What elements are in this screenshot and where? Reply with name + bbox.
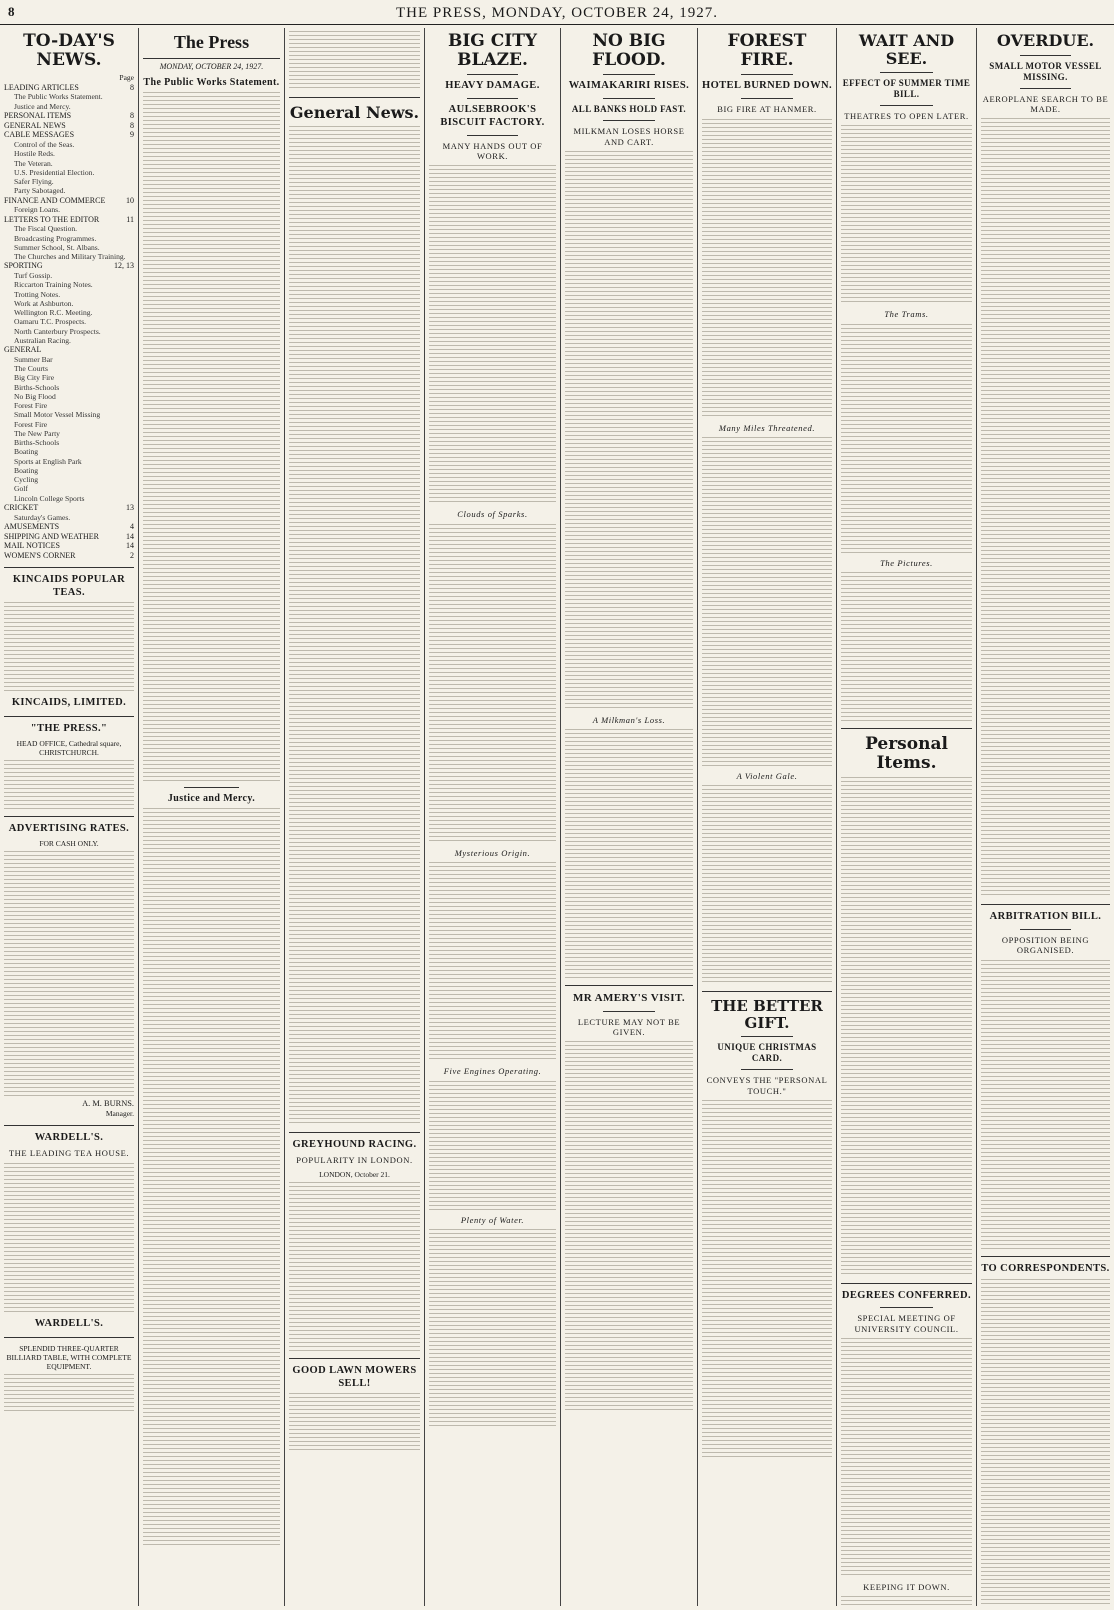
manager-signature: A. M. BURNS. [82,1099,134,1109]
index-page-label: Page [119,73,134,83]
index-subentry: Party Sabotaged. [14,186,66,196]
index-subentry: Forest Fire [14,401,48,411]
flood-sub-milkman: MILKMAN LOSES HORSE AND CART. [573,126,685,147]
index-entry-label: CRICKET [4,502,39,512]
advertising-rates-title: ADVERTISING RATES. [8,823,130,835]
index-entry-label: WOMEN'S CORNER [4,551,76,561]
trams-head: The Trams. [884,309,929,320]
press-title: "THE PRESS." [30,723,108,735]
column-leaders [139,28,284,1606]
forest-fire-threatened-head: Many Miles Threatened. [718,422,816,433]
blaze-water-head: Plenty of Water. [460,1214,525,1225]
column-forest-fire [698,28,836,1606]
index-entry-page: 14 [126,541,134,551]
column-index [0,28,138,1606]
index-entry-page: 8 [130,82,134,92]
kincaids-name: KINCAIDS, LIMITED. [11,697,127,709]
degrees-subtitle: SPECIAL MEETING OF UNIVERSITY COUNCIL. [854,1313,959,1334]
index-entry-label: MAIL NOTICES [4,541,60,551]
column-no-big-flood [561,28,697,1606]
wait-see-sub-theatres: THEATRES TO OPEN LATER. [844,111,969,122]
index-subentry: Safer Flying. [14,177,54,187]
index-title: TO-DAY'S NEWS. [23,31,115,70]
leader-title-public-works: The Public Works Statement. [143,76,280,88]
index-subentry: Wellington R.C. Meeting. [14,308,93,318]
leader-title-justice: Justice and Mercy. [167,792,256,804]
greyhound-subtitle: POPULARITY IN LONDON. [296,1155,413,1166]
index-entry [4,522,134,532]
index-subentry: Big City Fire [14,373,55,383]
advertising-cash-note: FOR CASH ONLY. [39,839,99,849]
index-subentry: U.S. Presidential Election. [14,167,95,177]
index-subentry: Oamaru T.C. Prospects. [14,317,87,327]
index-entry-page: 14 [126,531,134,541]
index-subentry: Forest Fire [14,419,48,429]
index-entry-page: 8 [130,120,134,130]
index-subentry: Foreign Loans. [14,205,60,215]
greyhound-dateline: LONDON, October 21. [319,1169,390,1179]
index-subentry: Births-Schools [14,438,60,448]
running-title: THE PRESS, MONDAY, OCTOBER 24, 1927. [395,5,719,21]
index-list [4,83,134,561]
flood-sub-banks: ALL BANKS HOLD FAST. [571,104,687,115]
index-subentry: Turf Gossip. [14,271,53,281]
degrees-title: DEGREES CONFERRED. [841,1289,972,1301]
leader-dateline: MONDAY, OCTOBER 24, 1927. [159,61,264,71]
index-entry [4,121,134,131]
index-subentry: North Canterbury Prospects. [14,326,101,336]
wait-see-sub-bill: EFFECT OF SUMMER TIME BILL. [842,78,971,100]
index-entry-page: 4 [130,521,134,531]
overdue-sub-aeroplane: AEROPLANE SEARCH TO BE MADE. [982,93,1109,114]
flood-title: NO BIG FLOOD. [592,31,666,70]
index-entry-page: 10 [126,195,134,205]
index-entry [4,111,134,121]
index-subentry: Trotting Notes. [14,289,61,299]
index-subentry: Boating [14,447,39,457]
index-entry-label: LETTERS TO THE EDITOR [4,214,100,224]
index-entry-label: LEADING ARTICLES [4,82,79,92]
index-entry-page: 13 [126,502,134,512]
index-subentry: Broadcasting Programmes. [14,233,97,243]
index-entry-page: 12, 13 [114,261,134,271]
index-subentry: Australian Racing. [14,335,71,345]
blaze-sub-damage: HEAVY DAMAGE. [445,80,540,92]
lawn-mowers-title: GOOD LAWN MOWERS SELL! [292,1364,417,1389]
index-entry-label: PERSONAL ITEMS [4,110,72,120]
index-entry-label: SHIPPING AND WEATHER [4,531,99,541]
page-header [0,0,1114,25]
index-subentry: The Fiscal Question. [14,224,78,234]
index-subentry: Saturday's Games. [14,512,71,522]
index-subentry: Riccarton Training Notes. [14,280,93,290]
flood-sub-rises: WAIMAKARIRI RISES. [568,80,690,92]
index-subentry: Summer Bar [14,354,53,364]
index-entry [4,532,134,542]
flood-milkman-head: A Milkman's Loss. [592,714,666,725]
blaze-sub-workers: MANY HANDS OUT OF WORK. [442,140,543,162]
pictures-head: The Pictures. [880,557,933,568]
index-subentry: Golf [14,484,28,494]
index-entry [4,541,134,551]
better-gift-sub-touch: CONVEYS THE "PERSONAL TOUCH." [706,1075,828,1096]
general-news-title: General News. [289,103,420,122]
forest-fire-title: FOREST FIRE. [727,31,807,70]
index-entry [4,551,134,561]
wait-see-title: WAIT AND SEE. [858,31,955,68]
forest-fire-gale-head: A Violent Gale. [736,770,798,781]
manager-role: Manager. [105,1109,134,1119]
personal-items-title: Personal Items. [865,734,948,773]
index-entry-label: SPORTING [4,261,43,271]
index-subentry: Summer School, St. Albans. [14,242,100,252]
index-entry-label: FINANCE AND COMMERCE [4,195,106,205]
index-subentry: Work at Ashburton. [14,298,74,308]
index-entry [4,215,134,225]
index-entry-page: 11 [126,214,134,224]
index-subentry: Lincoln College Sports [14,493,85,503]
index-entry [4,83,134,93]
column-overdue [977,28,1114,1606]
column-big-city-blaze [425,28,560,1606]
amery-title: MR AMERY'S VISIT. [572,992,686,1005]
arbitration-title: ARBITRATION BILL. [989,911,1102,923]
index-subentry: The Veteran. [14,158,53,168]
index-subentry: Small Motor Vessel Missing [14,410,101,420]
page-number: 8 [8,4,15,19]
index-subentry: The Courts [14,364,48,374]
arbitration-subtitle: OPPOSITION BEING ORGANISED. [1001,935,1090,956]
forest-fire-sub-hotel: HOTEL BURNED DOWN. [702,80,833,92]
index-entry [4,130,134,140]
keeping-down-head: KEEPING IT DOWN. [863,1582,950,1593]
wardells-subtitle: THE LEADING TEA HOUSE. [8,1148,130,1159]
index-subentry: Cycling [14,475,39,485]
index-subentry: Justice and Mercy. [14,101,71,111]
index-entry-page: 9 [130,130,134,140]
index-subentry: Hostile Reds. [14,149,55,159]
blaze-sub-factory: AULSEBROOK'S BISCUIT FACTORY. [440,104,545,128]
index-entry [4,503,134,513]
column-general-news [285,28,424,1606]
index-subentry: No Big Flood [14,391,56,401]
correspondents-title: TO CORRESPONDENTS. [981,1262,1110,1274]
index-entry [4,345,134,355]
index-subentry: Control of the Seas. [14,140,75,150]
blaze-sparks-head: Clouds of Sparks. [457,509,528,520]
better-gift-sub-card: UNIQUE CHRISTMAS CARD. [717,1042,817,1064]
billiard-table-ad: SPLENDID THREE-QUARTER BILLIARD TABLE, WITH COMPLETE EQUIPMENT. [6,1343,132,1371]
better-gift-title: THE BETTER GIFT. [711,997,823,1032]
index-entry-label: GENERAL NEWS [4,120,66,130]
overdue-sub-vessel: SMALL MOTOR VESSEL MISSING. [989,60,1102,82]
index-entry-label: GENERAL [4,345,42,355]
kincaids-title: KINCAIDS POPULAR TEAS. [12,573,126,598]
amery-subtitle: LECTURE MAY NOT BE GIVEN. [577,1016,681,1037]
blaze-engines-head: Five Engines Operating. [443,1066,542,1077]
index-subentry: The New Party [14,428,60,438]
index-subentry: The Public Works Statement. [14,92,103,102]
index-entry [4,196,134,206]
greyhound-title: GREYHOUND RACING. [292,1138,417,1150]
blaze-mystery-head: Mysterious Origin. [454,847,531,858]
wardells-title: WARDELL'S. [34,1131,104,1143]
index-subentry: The Churches and Military Training. [14,252,126,262]
press-office: HEAD OFFICE, Cathedral square, CHRISTCHURCH. [16,738,122,758]
column-wait-and-see [837,28,976,1606]
index-entry [4,261,134,271]
index-entry-label: AMUSEMENTS [4,521,60,531]
overdue-title: OVERDUE. [996,31,1095,50]
blaze-title: BIG CITY BLAZE. [447,31,538,70]
index-entry-label: CABLE MESSAGES [4,130,75,140]
index-subentry: Sports at English Park [14,456,82,466]
index-subentry: Births-Schools [14,382,60,392]
forest-fire-sub-hanmer: BIG FIRE AT HANMER. [717,104,817,115]
index-entry-page: 8 [130,110,134,120]
index-subentry: Boating [14,465,39,475]
index-entry-page: 2 [130,551,134,561]
masthead: The Press [143,28,280,59]
wardells-footer: WARDELL'S. [34,1317,104,1329]
